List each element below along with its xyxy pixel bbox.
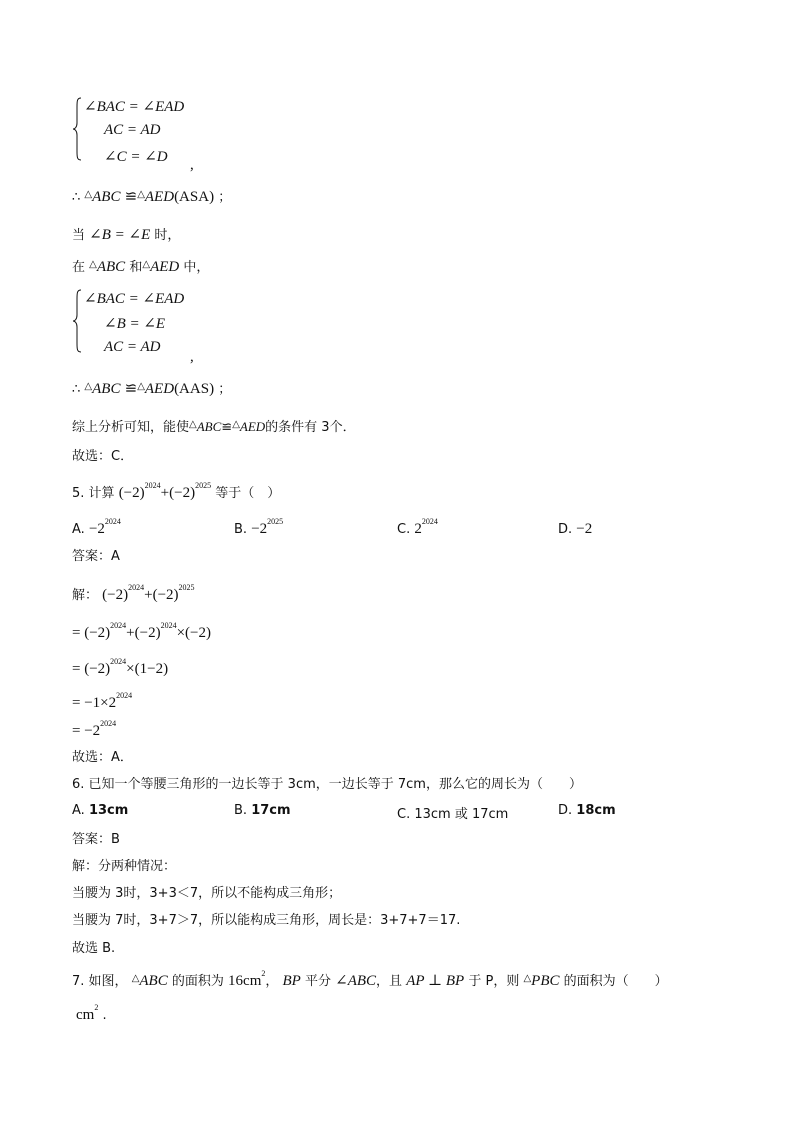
question-7-stem: 7. 如图， △ABC 的面积为 $16cm^2$， BP 平分 ∠ABC，且 AP ⊥ BP 于 P，则 △PBC 的面积为（ ）	[72, 969, 668, 989]
solution-step: = $-2^{2024}$	[72, 719, 117, 739]
solution-line: 当腰为 7时，3+7＞7，所以能构成三角形，周长是：3+7+7＝17.	[72, 913, 461, 928]
triangle-icon: △	[84, 381, 93, 392]
triangle-icon: △	[232, 419, 240, 430]
triangle-icon: △	[137, 381, 145, 392]
triangle-icon: △	[89, 259, 97, 270]
question-7-unit: $cm^2$ .	[76, 1003, 107, 1023]
solution-step: 解： $(-2)^{2024}+(-2)^{2025}$	[72, 583, 195, 603]
question-6-stem: 6. 已知一个等腰三角形的一边长等于 3cm，一边长等于 7cm，那么它的周长为（ ）	[72, 777, 582, 792]
conclusion-asa: ∴ △ABC ≌△AED(ASA) ；	[72, 189, 232, 205]
system-row: ∠BAC = ∠EAD	[84, 291, 185, 307]
option-d[interactable]: D. 18cm	[558, 803, 616, 818]
option-b[interactable]: B. 17cm	[234, 803, 291, 818]
solution-step: = $(-2)^{2024}\times(1-2)$	[72, 657, 169, 677]
solution-line: 解：分两种情况：	[72, 859, 177, 874]
conclusion-aas: ∴ △ABC ≌△AED(AAS) ；	[72, 381, 232, 397]
answer-choice-q5: 故选：A．	[72, 750, 133, 765]
option-d[interactable]: D. −2	[558, 521, 593, 537]
option-c[interactable]: C. 13cm 或 17cm	[397, 807, 509, 822]
triangle-icon: △	[131, 973, 140, 984]
in-triangles-line: 在 △ABC 和△AED 中，	[72, 259, 210, 275]
triangle-icon: △	[189, 419, 197, 430]
system-row: AC = AD	[104, 339, 161, 355]
comma: ,	[190, 157, 194, 173]
solution-step: = $(-2)^{2024}+(-2)^{2024}\times(-2)$	[72, 621, 212, 641]
option-c[interactable]: C. $2^{2024}$	[397, 517, 438, 537]
triangle-icon: △	[142, 259, 151, 270]
system-row: ∠BAC = ∠EAD	[84, 99, 185, 115]
triangle-icon: △	[137, 189, 145, 200]
system-row: ∠C = ∠D	[104, 149, 168, 165]
therefore-symbol: ∴	[72, 382, 81, 397]
solution-step: = $-1\times 2^{2024}$	[72, 691, 133, 711]
answer-q5: 答案：A	[72, 549, 120, 564]
option-a[interactable]: A. 13cm	[72, 803, 129, 818]
answer-choice-q6: 故选 B.	[72, 941, 116, 956]
system-row: AC = AD	[104, 122, 161, 138]
answer-choice-q4: 故选：C．	[72, 449, 134, 464]
system-row: ∠B = ∠E	[104, 316, 166, 332]
answer-q6: 答案：B	[72, 832, 120, 847]
left-brace-icon	[72, 289, 82, 353]
triangle-icon: △	[84, 189, 93, 200]
option-b[interactable]: B. $-2^{2025}$	[234, 517, 284, 537]
option-a[interactable]: A. $-2^{2024}$	[72, 517, 121, 537]
comma: ,	[190, 349, 194, 365]
summary-line: 综上分析可知，能使△ABC≌△AED的条件有 3个．	[72, 419, 356, 435]
left-brace-icon	[72, 97, 82, 161]
therefore-symbol: ∴	[72, 190, 81, 205]
triangle-icon: △	[523, 973, 532, 984]
solution-line: 当腰为 3时，3+3＜7，所以不能构成三角形；	[72, 886, 342, 901]
condition-line: 当 ∠B = ∠E 时，	[72, 227, 181, 243]
question-5-stem: 5. 计算 $(-2)^{2024}+(-2)^{2025}$ 等于（ ）	[72, 481, 281, 501]
